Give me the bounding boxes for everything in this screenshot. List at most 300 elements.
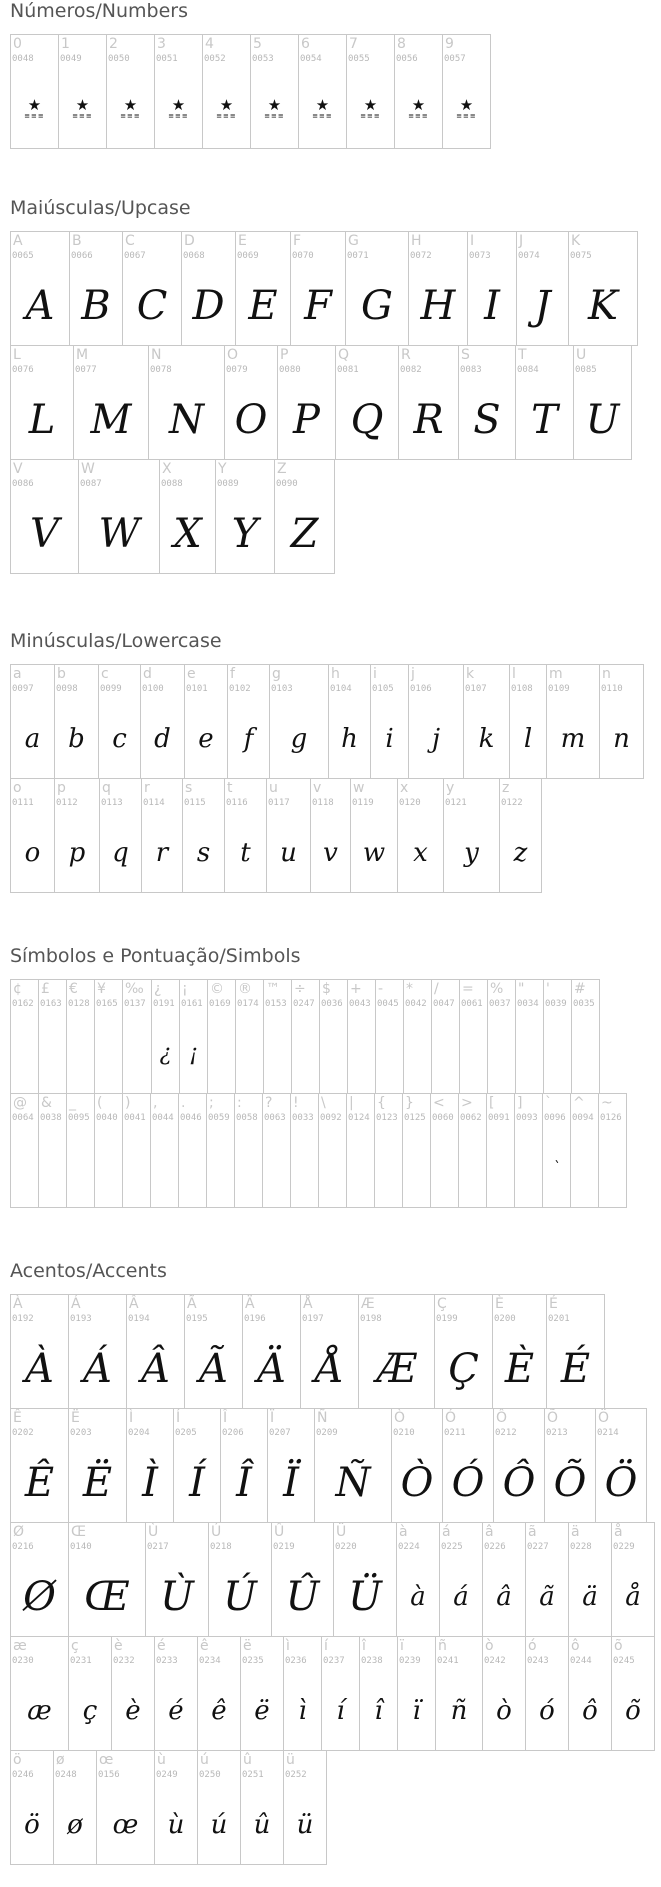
glyph-sample [432,1014,459,1093]
glyph-cell-0211 [442,1408,494,1523]
char-label: { [377,1095,386,1111]
char-label: ? [265,1095,273,1111]
char-code: 0165 [96,999,118,1009]
char-label: à [399,1524,408,1540]
glyph-cell-0033 [290,1093,319,1208]
char-code: 0035 [573,999,595,1009]
char-code: 0128 [68,999,90,1009]
glyph-sample: Ô [502,1459,536,1506]
glyph-cell-0202 [10,1408,69,1523]
glyph-cell-0140 [68,1522,146,1637]
glyph-cell-0163 [38,979,67,1094]
char-code: 0062 [460,1113,482,1123]
glyph-sample: L [28,396,56,443]
star-logo-icon: ★ ≡≡≡ [120,95,141,120]
char-label: w [353,780,365,796]
char-code: 0201 [548,1314,570,1324]
char-code: 0232 [113,1656,135,1666]
glyph-sample: R [413,396,444,443]
glyph-sample: ò [496,1695,512,1726]
glyph-cell-0205 [173,1408,221,1523]
char-label: J [519,233,524,249]
glyph-sample [203,69,250,148]
glyph-cell-0213 [544,1408,596,1523]
glyph-sample [236,1014,263,1093]
char-label: ç [71,1638,79,1654]
section-title: Minúsculas/Lowercase [10,630,222,652]
glyph-sample: À [25,1345,54,1392]
char-code: 0137 [124,999,146,1009]
glyph-cell-0191 [151,979,180,1094]
glyph-sample: Q [350,396,384,443]
char-code: 0199 [436,1314,458,1324]
glyph-cell-0230 [10,1636,69,1751]
char-label: Ã [187,1296,197,1312]
glyph-sample: Ò [400,1459,434,1506]
glyph-cell-0037 [487,979,516,1094]
glyph-sample: Ä [257,1345,286,1392]
section-title: Números/Numbers [10,0,188,22]
char-code: 0216 [12,1542,34,1552]
glyph-sample [39,1128,66,1207]
char-code: 0056 [396,54,418,64]
glyph-cell-0250 [197,1750,241,1865]
char-label: ó [528,1638,537,1654]
glyph-sample: N [169,396,204,443]
char-code: 0106 [410,684,432,694]
char-code: 0211 [444,1428,466,1438]
char-code: 0252 [285,1770,307,1780]
char-label: ä [571,1524,580,1540]
glyph-cell-0035 [571,979,600,1094]
char-label: > [461,1095,473,1111]
glyph-cell-0070 [290,231,346,346]
char-code: 0054 [300,54,322,64]
glyph-sample [348,1014,375,1093]
glyph-cell-0244 [568,1636,612,1751]
char-label: " [518,981,525,997]
char-code: 0098 [56,684,78,694]
char-code: 0206 [222,1428,244,1438]
glyph-sample: a [24,723,41,754]
char-code: 0053 [252,54,274,64]
glyph-sample [488,1014,515,1093]
glyph-sample [572,1014,599,1093]
glyph-sample: Ú [223,1573,257,1620]
char-label: ø [56,1752,65,1768]
char-label: , [153,1095,158,1111]
glyph-sample: C [136,282,168,329]
star-logo-icon: ★ ≡≡≡ [360,95,381,120]
glyph-sample: å [625,1581,641,1612]
glyph-cell-0059 [206,1093,235,1208]
glyph-cell-0046 [178,1093,207,1208]
glyph-cell-0109 [546,664,600,779]
char-label: 3 [157,36,166,52]
char-label: Ò [394,1410,406,1426]
char-code: 0112 [56,798,78,808]
char-code: 0198 [360,1314,382,1324]
glyph-cell-0248 [53,1750,97,1865]
char-code: 0043 [349,999,371,1009]
char-code: 0174 [237,999,259,1009]
glyph-sample: í [336,1695,345,1726]
char-label: ) [125,1095,131,1111]
glyph-sample: ó [539,1695,555,1726]
glyph-row [10,979,626,1094]
glyph-cell-0057 [442,34,491,149]
char-label: ¢ [13,981,22,997]
glyph-cell-0060 [430,1093,459,1208]
char-label: Ì [129,1410,134,1426]
glyph-cell-0242 [482,1636,526,1751]
glyph-cell-0110 [599,664,644,779]
char-code: 0045 [377,999,399,1009]
char-label: Ó [445,1410,457,1426]
char-code: 0091 [488,1113,510,1123]
glyph-sample: ï [412,1695,421,1726]
char-label: l [512,666,516,682]
char-code: 0084 [517,365,539,375]
char-code: 0100 [142,684,164,694]
glyph-sample [292,1014,319,1093]
char-code: 0109 [548,684,570,694]
char-code: 0066 [71,251,93,261]
glyph-cell-0153 [263,979,292,1094]
glyph-cell-0224 [396,1522,440,1637]
char-code: 0214 [597,1428,619,1438]
char-label: e [187,666,196,682]
star-logo-icon: ★ ≡≡≡ [312,95,333,120]
glyph-sample: ã [539,1581,555,1612]
glyph-sample [155,69,202,148]
char-code: 0085 [575,365,597,375]
glyph-cell-0121 [443,778,500,893]
glyph-cell-0220 [333,1522,397,1637]
char-code: 0194 [128,1314,150,1324]
char-label: 0 [13,36,22,52]
glyph-sample: ö [24,1809,40,1840]
char-label: Û [274,1524,285,1540]
char-code: 0119 [352,798,374,808]
char-label: ' [546,981,550,997]
glyph-cell-0101 [184,664,228,779]
glyph-cell-0075 [568,231,638,346]
char-code: 0050 [108,54,130,64]
char-code: 0117 [268,798,290,808]
glyph-sample: ë [254,1695,270,1726]
char-label: ¥ [97,981,106,997]
glyph-sample: ø [67,1809,83,1840]
glyph-sample: ú [210,1809,228,1840]
glyph-cell-0048 [10,34,59,149]
glyph-cell-0249 [154,1750,198,1865]
glyph-row [10,345,637,460]
char-code: 0078 [150,365,172,375]
char-code: 0039 [545,999,567,1009]
char-label: Î [223,1410,228,1426]
glyph-sample [11,69,58,148]
glyph-sample: ê [211,1695,227,1726]
glyph-cell-0084 [515,345,574,460]
glyph-cell-0246 [10,1750,54,1865]
char-code: 0227 [527,1542,549,1552]
char-label: å [614,1524,623,1540]
glyph-cell-0156 [96,1750,155,1865]
char-label: ü [286,1752,295,1768]
glyph-cell-0241 [435,1636,483,1751]
char-label: ! [293,1095,299,1111]
char-label: W [81,461,95,477]
glyph-sample: Ö [604,1459,638,1506]
glyph-sample: k [478,723,495,754]
glyph-row [10,1093,626,1208]
char-label: Å [303,1296,313,1312]
char-label: % [490,981,504,997]
glyph-sample: Œ [84,1573,130,1620]
char-code: 0049 [60,54,82,64]
char-label: B [72,233,82,249]
char-code: 0069 [237,251,259,261]
glyph-cell-0197 [300,1294,359,1409]
char-label: ô [571,1638,580,1654]
char-label: 5 [253,36,262,52]
glyph-cell-0052 [202,34,251,149]
char-code: 0073 [469,251,491,261]
glyph-cell-0114 [141,778,183,893]
glyph-cell-0238 [359,1636,398,1751]
char-code: 0087 [80,479,102,489]
char-code: 0236 [285,1656,307,1666]
glyph-sample: I [484,282,500,329]
char-label: A [13,233,23,249]
char-code: 0225 [441,1542,463,1552]
char-code: 0097 [12,684,34,694]
glyph-sample [207,1128,234,1207]
glyph-sample [123,1128,150,1207]
char-code: 0125 [404,1113,426,1123]
glyph-sample [67,1014,94,1093]
char-code: 0113 [101,798,123,808]
glyph-cell-0120 [397,778,444,893]
char-label: 2 [109,36,118,52]
char-code: 0034 [517,999,539,1009]
glyph-cell-0137 [122,979,152,1094]
char-code: 0111 [12,798,34,808]
char-label: æ [13,1638,27,1654]
glyph-cell-0091 [486,1093,515,1208]
char-label: G [348,233,359,249]
glyph-cell-0198 [358,1294,435,1409]
char-label: À [13,1296,23,1312]
char-code: 0161 [181,999,203,1009]
char-label: r [144,780,150,796]
char-code: 0074 [518,251,540,261]
star-logo-icon: ★ ≡≡≡ [24,95,45,120]
char-label: ^ [573,1095,585,1111]
char-label: Ö [598,1410,610,1426]
glyph-sample [599,1128,626,1207]
glyph-cell-0236 [283,1636,322,1751]
glyph-sample: g [290,723,308,754]
glyph-cell-0219 [271,1522,334,1637]
char-label: Í [176,1410,181,1426]
glyph-cell-0053 [250,34,299,149]
glyph-sample [376,1014,403,1093]
char-label: Y [218,461,227,477]
glyph-cell-0209 [314,1408,392,1523]
char-label: ö [13,1752,22,1768]
glyph-cell-0073 [467,231,517,346]
glyph-sample [59,69,106,148]
char-code: 0075 [570,251,592,261]
glyph-sample: Å [315,1345,344,1392]
glyph-cell-0204 [126,1408,174,1523]
char-code: 0033 [292,1113,314,1123]
char-label: & [41,1095,52,1111]
char-code: 0077 [75,365,97,375]
glyph-sample: â [496,1581,512,1612]
glyph-cell-0061 [459,979,488,1094]
char-label: ã [528,1524,537,1540]
glyph-cell-0088 [159,459,216,574]
char-code: 0124 [348,1113,370,1123]
glyph-cell-0169 [207,979,236,1094]
char-label: g [272,666,281,682]
glyph-cell-0192 [10,1294,69,1409]
glyph-cell-0237 [321,1636,360,1751]
char-label: ì [286,1638,290,1654]
char-code: 0072 [410,251,432,261]
glyph-sample: Â [141,1345,170,1392]
glyph-sample: u [280,837,297,868]
char-label: Ü [336,1524,347,1540]
char-code: 0107 [465,684,487,694]
glyph-sample: ñ [450,1695,468,1726]
char-label: ® [238,981,252,997]
glyph-sample: J [534,282,551,329]
glyph-sample: w [362,837,386,868]
char-code: 0082 [400,365,422,375]
char-code: 0115 [184,798,206,808]
char-label: C [125,233,135,249]
char-label: H [411,233,422,249]
char-code: 0205 [175,1428,197,1438]
glyph-cell-0107 [463,664,510,779]
glyph-sample [235,1128,262,1207]
glyph-cell-0062 [458,1093,487,1208]
char-label: ï [400,1638,404,1654]
char-label: ê [200,1638,209,1654]
glyph-cell-0072 [408,231,468,346]
glyph-sample [431,1128,458,1207]
char-label: Q [338,347,350,363]
glyph-sample: M [90,396,132,443]
glyph-cell-0074 [516,231,569,346]
glyph-cell-0067 [122,231,182,346]
glyph-cell-0123 [374,1093,403,1208]
star-logo-icon: ★ ≡≡≡ [456,95,477,120]
char-code: 0041 [124,1113,146,1123]
char-code: 0248 [55,1770,77,1780]
char-code: 0202 [12,1428,34,1438]
glyph-cell-0068 [181,231,236,346]
glyph-sample: p [68,837,86,868]
char-code: 0096 [544,1113,566,1123]
char-code: 0233 [156,1656,178,1666]
glyph-cell-0055 [346,34,395,149]
glyph-sample: Õ [553,1459,587,1506]
glyph-sample [487,1128,514,1207]
glyph-sample: X [173,510,202,557]
glyph-cell-0161 [179,979,208,1094]
char-label: + [350,981,362,997]
char-label: p [57,780,66,796]
glyph-cell-0077 [73,345,149,460]
glyph-cell-0079 [224,345,278,460]
glyph-sample: q [112,837,129,868]
glyph-sample [459,1128,486,1207]
glyph-sample: ä [582,1581,598,1612]
char-code: 0224 [398,1542,420,1552]
glyph-cell-0096 [542,1093,571,1208]
char-label: M [76,347,89,363]
char-label: s [185,780,193,796]
char-label: y [446,780,455,796]
glyph-cell-0216 [10,1522,69,1637]
glyph-row [10,1408,654,1523]
glyph-cell-0050 [106,34,155,149]
glyph-sample: à [410,1581,426,1612]
glyph-cell-0047 [431,979,460,1094]
char-code: 0044 [152,1113,174,1123]
char-label: T [518,347,527,363]
glyph-cell-0041 [122,1093,151,1208]
char-code: 0114 [143,798,165,808]
char-label: / [434,981,439,997]
glyph-sample: Y [231,510,259,557]
char-label: N [151,347,162,363]
glyph-sample: y [464,837,479,868]
char-code: 0213 [546,1428,568,1438]
glyph-cell-0231 [68,1636,112,1751]
char-label: é [157,1638,166,1654]
glyph-sample: d [154,723,171,754]
char-code: 0235 [242,1656,264,1666]
glyph-sample: Á [83,1345,112,1392]
glyph-sample [403,1128,430,1207]
char-label: D [184,233,195,249]
char-label: 6 [301,36,310,52]
glyph-cell-0086 [10,459,79,574]
char-label: q [102,780,111,796]
char-label: É [549,1296,558,1312]
glyph-sample [151,1128,178,1207]
glyph-sample: Z [290,510,319,557]
char-code: 0203 [70,1428,92,1438]
section-title: Maiúsculas/Upcase [10,197,191,219]
char-label: # [574,981,586,997]
glyph-cell-0063 [262,1093,291,1208]
glyph-cell-0196 [242,1294,301,1409]
char-label: O [227,347,239,363]
char-label: ú [200,1752,209,1768]
glyph-cell-0165 [94,979,123,1094]
char-code: 0239 [399,1656,421,1666]
glyph-cell-0081 [335,345,399,460]
char-code: 0040 [96,1113,118,1123]
glyph-sample: x [413,837,428,868]
